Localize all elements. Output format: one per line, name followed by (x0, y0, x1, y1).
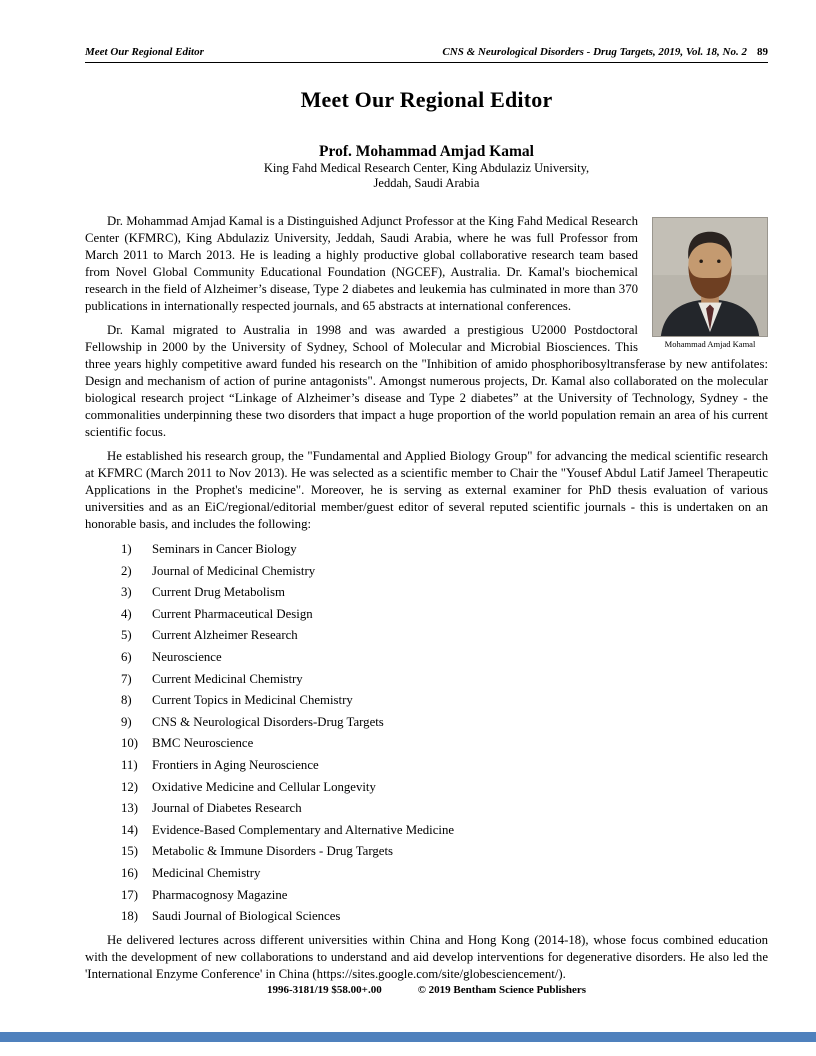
list-item-label: Neuroscience (152, 649, 222, 664)
list-item-label: Oxidative Medicine and Cellular Longevity (152, 779, 376, 794)
list-item-label: Frontiers in Aging Neuroscience (152, 757, 319, 772)
list-item-label: Journal of Medicinal Chemistry (152, 563, 316, 578)
list-item-label: Journal of Diabetes Research (152, 801, 302, 816)
list-item (121, 910, 768, 923)
list-item-label: BMC Neuroscience (152, 736, 254, 751)
list-item-number: 9) (121, 714, 132, 729)
list-item (121, 824, 768, 837)
editor-photo-figure (652, 217, 768, 349)
list-item-number: 14) (121, 822, 139, 837)
list-item (121, 867, 768, 880)
list-item-number: 15) (121, 844, 139, 859)
editor-name: Prof. Mohammad Amjad Kamal (319, 143, 534, 160)
header-rule (85, 62, 768, 63)
list-item-number: 16) (121, 865, 139, 880)
list-item-number: 5) (121, 628, 132, 643)
list-item-label: Current Topics in Medicinal Chemistry (152, 693, 353, 708)
list-item (121, 694, 768, 707)
editor-portrait-image (652, 217, 768, 337)
list-item-number: 12) (121, 779, 139, 794)
list-item-label: Seminars in Cancer Biology (152, 542, 297, 556)
list-item-label: Evidence-Based Complementary and Alternative Medicine (152, 822, 455, 837)
list-item (121, 651, 768, 664)
list-item-number: 3) (121, 585, 132, 600)
list-item (121, 716, 768, 729)
paragraph-4: He delivered lectures across different universities within China and Hong Kong (2014-18), whose focus combined education with the development of new collaborations to understand and aid develop interventions for degenerative disorders. He also led the 'International Enzyme Conference' in China (https://sites.google.com/site/globesciencement/). (85, 932, 768, 981)
list-item-label: Current Pharmaceutical Design (152, 606, 313, 621)
page-number: 89 (757, 46, 768, 58)
publisher-footer (85, 984, 768, 996)
list-item-number: 7) (121, 671, 132, 686)
list-item (121, 737, 768, 750)
list-item-label: Current Drug Metabolism (152, 585, 285, 600)
list-item-number: 10) (121, 736, 139, 751)
running-header (85, 46, 768, 58)
list-item-label: Saudi Journal of Biological Sciences (152, 909, 341, 924)
body-with-photo (85, 213, 768, 441)
list-item (121, 759, 768, 772)
list-item (121, 565, 768, 578)
list-item-number: 17) (121, 887, 139, 902)
list-item-number: 4) (121, 606, 132, 621)
list-item-number: 13) (121, 801, 139, 816)
page-title: Meet Our Regional Editor (300, 87, 553, 112)
list-item-number: 1) (121, 542, 132, 556)
list-item-number: 11) (121, 757, 138, 772)
photo-caption: Mohammad Amjad Kamal (664, 339, 756, 349)
list-item (121, 543, 768, 556)
list-item-label: CNS & Neurological Disorders-Drug Targets (152, 714, 384, 729)
paragraph-3: He established his research group, the "Fundamental and Applied Biology Group" for advancing the medical scientific research at KFMRC (March 2011 to Nov 2013). He was selected as a scientific member to Chair the "Yousef Abdul Latif Jameel Therapeutic Applications in the Prophet's medicine". Moreover, he is serving as external examiner for PhD thesis evaluation of various universities and as an EiC/regional/editorial member/guest editor of several reputed scientific journals - this is undertaken on an honorable basis, and includes the following: (85, 449, 768, 531)
list-item-number: 18) (121, 909, 139, 924)
list-item-number: 6) (121, 649, 132, 664)
list-item-label: Current Medicinal Chemistry (152, 671, 303, 686)
journal-citation: CNS & Neurological Disorders - Drug Targets, 2019, Vol. 18, No. 2 (442, 46, 747, 58)
list-item-label: Medicinal Chemistry (152, 865, 261, 880)
list-item-label: Metabolic & Immune Disorders - Drug Targets (152, 844, 394, 859)
journal-list (121, 543, 768, 923)
running-header-right (442, 46, 768, 58)
paragraph-1: Dr. Mohammad Amjad Kamal is a Distinguished Adjunct Professor at the King Fahd Medical Research Center (KFMRC), King Abdulaziz University, Jeddah, Saudi Arabia, where he was full Professor from March 2011 to March 2013. He is leading a highly productive global collaborative research team based from Novel Global Community Educational Foundation (NGCEF), Australia. Dr. Kamal's biochemical research in the field of Alzheimer’s disease, Type 2 diabetes and leukemia has culminated in more than 370 publications in internationally respected journals, and 65 abstracts at international conferences. (85, 214, 638, 313)
list-item-number: 2) (121, 563, 132, 578)
list-item-number: 8) (121, 693, 132, 708)
list-item (121, 802, 768, 815)
paragraph-2: Dr. Kamal migrated to Australia in 1998 and was awarded a prestigious U2000 Postdoctoral Fellowship in 2000 by the University of Sydney, School of Molecular and Microbial Biosciences. This three years highly competitive award funded his research on the "Inhibition of amido phosphoribosyltransferase by new antifolates: Design and mechanism of action of purine antagonists". Amongst numerous projects, Dr. Kamal also collaborated on the molecular biological research project “Linkage of Alzheimer’s disease and Type 2 diabetes” at the University of Technology, Sydney - the commonalities underpinning these two disorders that impact a huge proportion of the world population remain an area of his current scientific focus. (85, 323, 768, 439)
list-item (121, 845, 768, 858)
list-item (121, 889, 768, 902)
list-item (121, 673, 768, 686)
editor-affiliation-line2: Jeddah, Saudi Arabia (373, 176, 480, 190)
editor-affiliation-line1: King Fahd Medical Research Center, King Abdulaziz University, (263, 161, 590, 175)
issn-price: 1996-3181/19 $58.00+.00 (266, 984, 382, 996)
running-header-left: Meet Our Regional Editor (85, 46, 204, 58)
list-item (121, 629, 768, 642)
bottom-accent-bar (0, 1032, 816, 1042)
list-item-label: Pharmacognosy Magazine (152, 887, 288, 902)
list-item (121, 781, 768, 794)
list-item (121, 608, 768, 621)
copyright-notice: © 2019 Bentham Science Publishers (417, 984, 587, 996)
list-item (121, 586, 768, 599)
list-item-label: Current Alzheimer Research (152, 628, 298, 643)
